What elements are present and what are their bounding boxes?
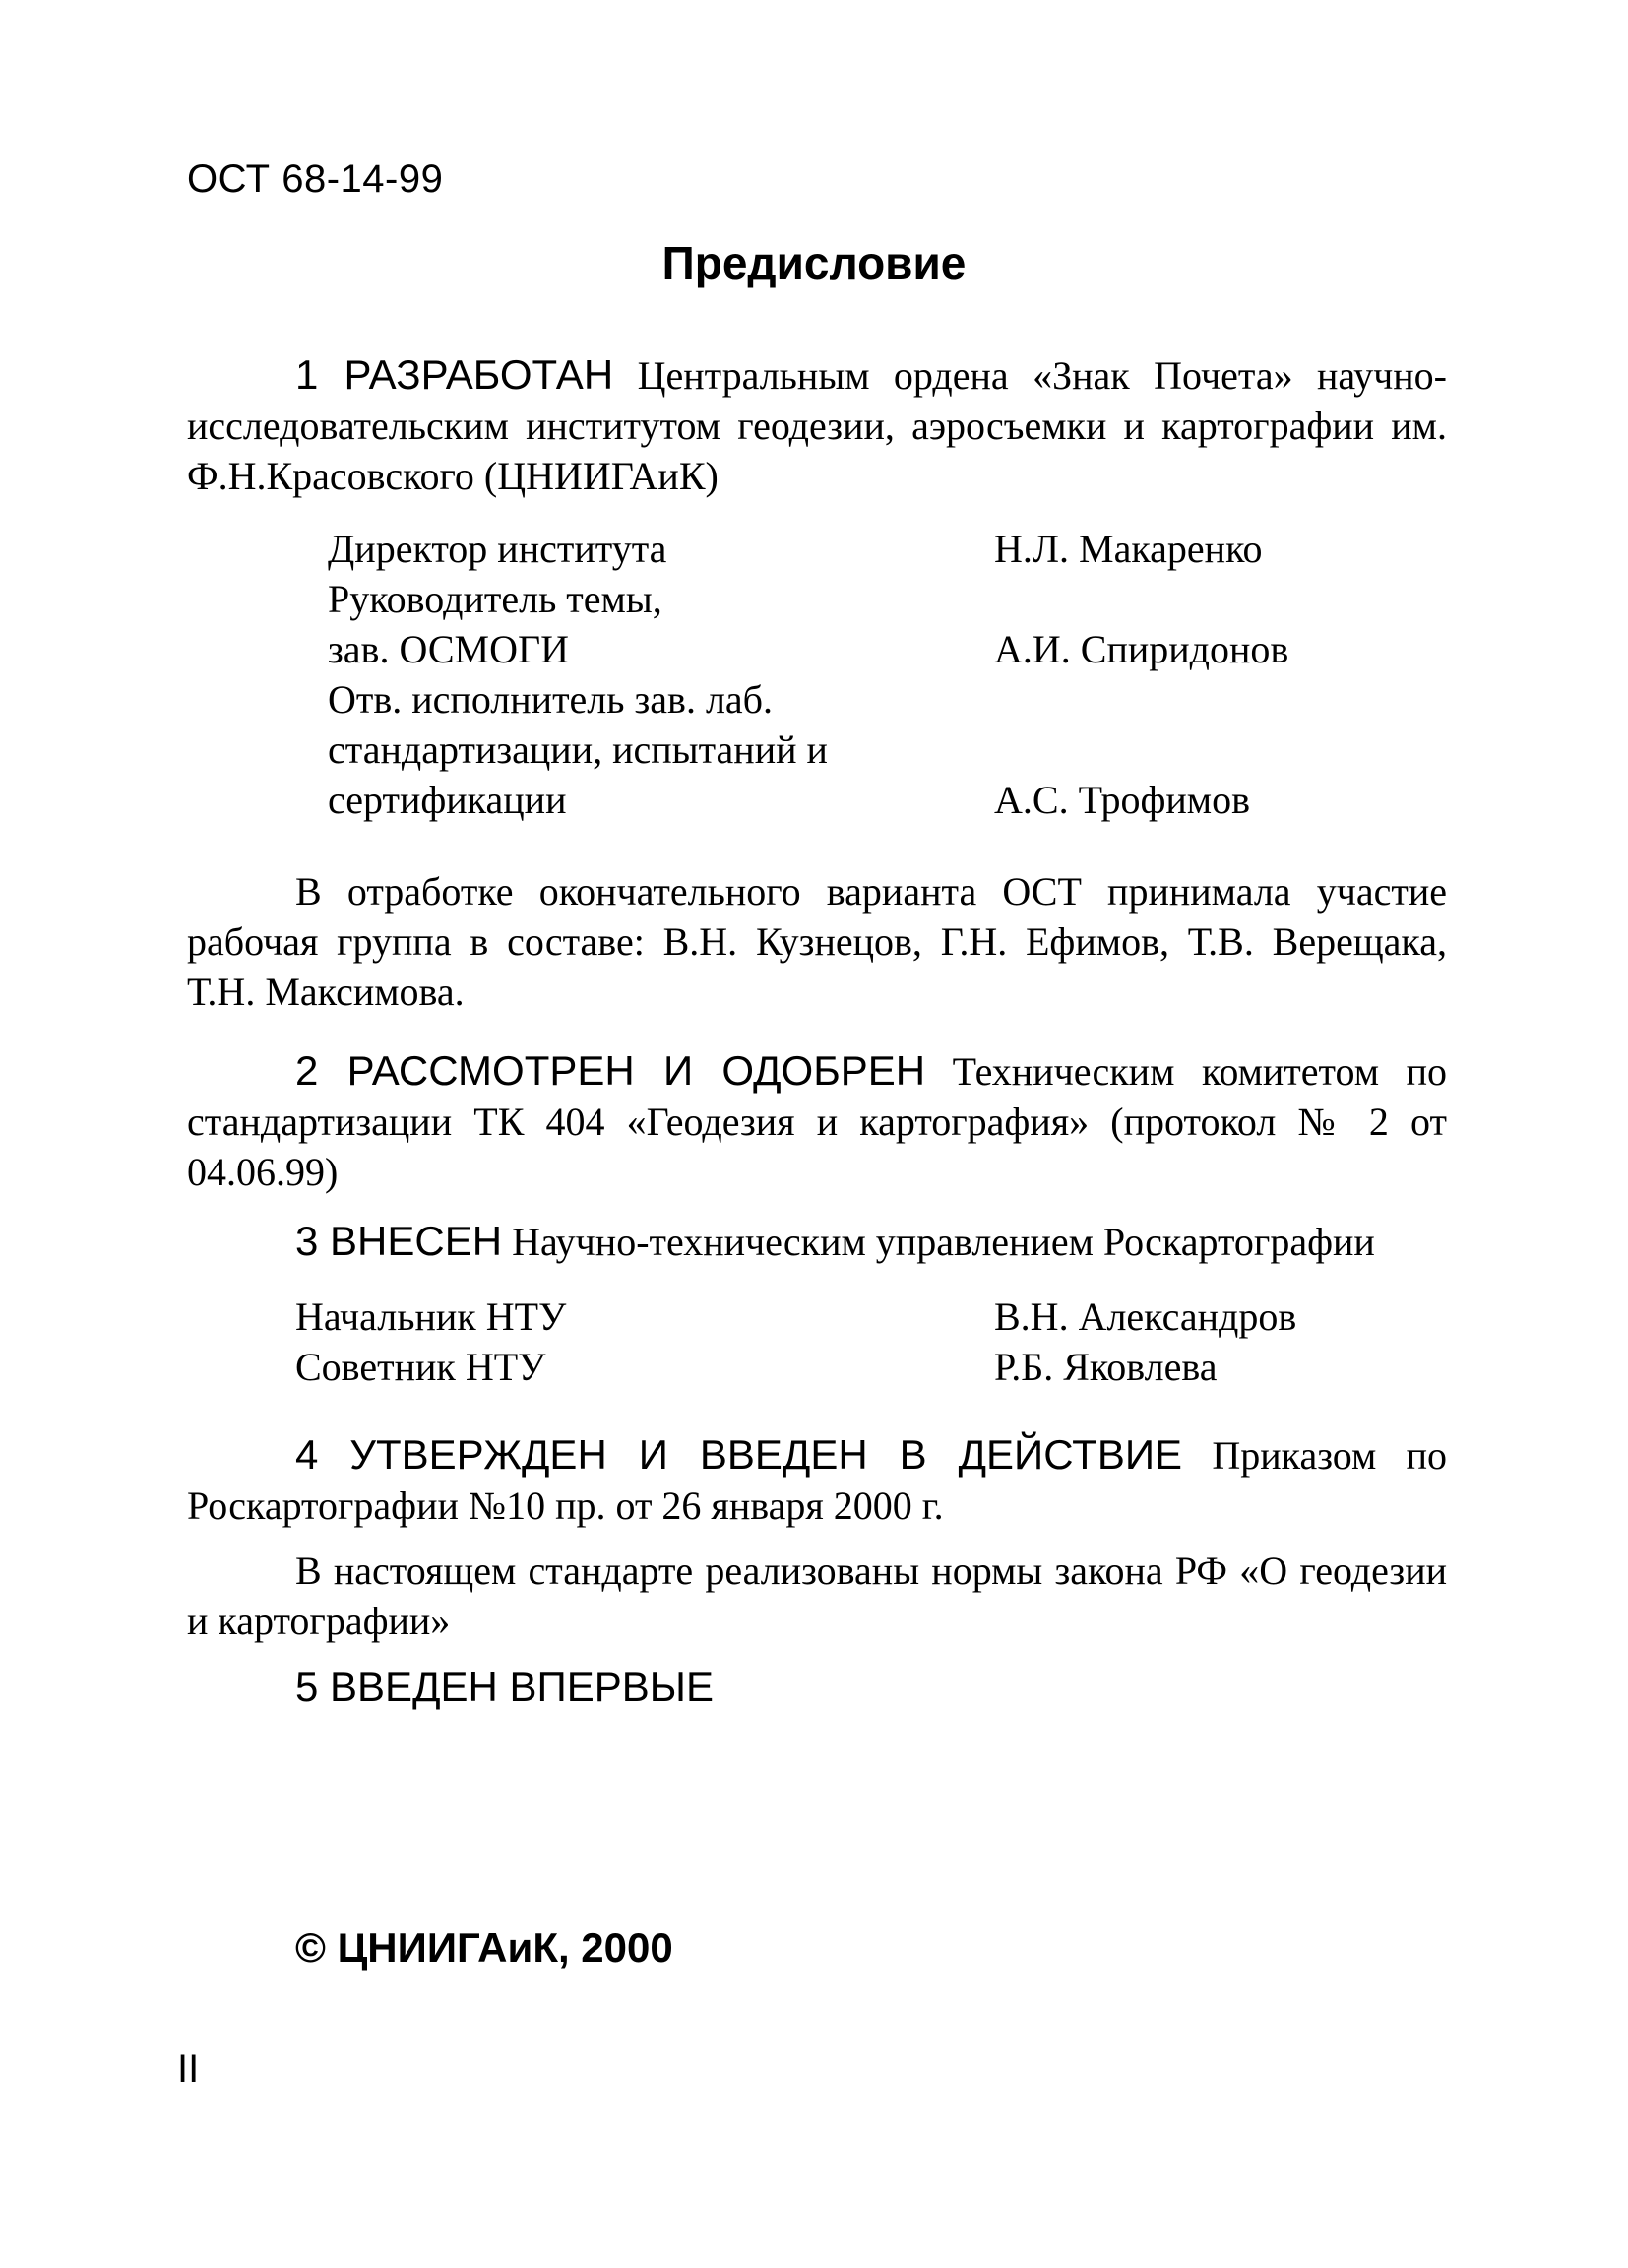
section-4-heading: 4 УТВЕРЖДЕН И ВВЕДЕН В ДЕЙСТВИЕ	[295, 1431, 1183, 1478]
staff-role-3-line-2: стандартизации, испытаний и	[328, 727, 828, 772]
section-2-heading: 2 РАССМОТРЕН И ОДОБРЕН	[295, 1047, 926, 1094]
section-2	[187, 1045, 1447, 1197]
staff-role-3-line-3: сертификации	[328, 778, 567, 822]
section-4	[187, 1429, 1447, 1531]
staff-name-3: А.С. Трофимов	[994, 778, 1250, 822]
staff-role-2-line-2: зав. ОСМОГИ	[328, 627, 569, 671]
staff-name-2: А.И. Спиридонов	[994, 627, 1289, 671]
staff-role-2-line-1: Руководитель темы,	[328, 577, 662, 621]
section-1-heading: 1 РАЗРАБОТАН	[295, 351, 614, 398]
staff-role-3-line-1: Отв. исполнитель зав. лаб.	[328, 677, 774, 722]
section-1	[187, 349, 1447, 501]
staff-name-1: Н.Л. Макаренко	[994, 527, 1263, 571]
section-2-text: Техническим комитетом по стандартизации ТК 404 «Геодезия и картография» (протокол № 2 от 04.06.99)	[187, 1049, 1447, 1194]
section-5-heading: 5 ВВЕДЕН ВПЕРВЫЕ	[295, 1664, 714, 1710]
section-5	[187, 1662, 1447, 1713]
ntu-name-2: Р.Б. Яковлева	[994, 1345, 1218, 1389]
law-note-text: В настоящем стандарте реализованы нормы закона РФ «О геодезии и картографии»	[187, 1548, 1447, 1643]
section-3-heading: 3 ВНЕСЕН	[295, 1218, 503, 1264]
workgroup-note	[187, 866, 1447, 1017]
section-3-text: Научно-техническим управлением Роскартографии	[512, 1220, 1375, 1264]
section-3-staff-list	[295, 1292, 1427, 1400]
copyright: © ЦНИИГАиК, 2000	[295, 1924, 673, 1971]
page-title: Предисловие	[661, 237, 967, 288]
section-1-text: Центральным ордена «Знак Почета» научно-исследовательским институтом геодезии, аэросъемки и картографии им. Ф.Н.Красовского (ЦНИИГАиК)	[187, 353, 1447, 498]
workgroup-text: В отработке окончательного варианта ОСТ принимала участие рабочая группа в составе: В.Н. Кузнецов, Г.Н. Ефимов, Т.В. Верещака, Т.Н. Максимова.	[187, 869, 1447, 1014]
section-1-staff-list	[328, 524, 1410, 829]
ntu-role-1: Начальник НТУ	[295, 1294, 567, 1339]
section-4-text: Приказом по Роскартографии №10 пр. от 26 января 2000 г.	[187, 1433, 1448, 1528]
page-number: II	[177, 2048, 200, 2091]
document-code: ОСТ 68-14-99	[187, 158, 444, 201]
staff-role-1-line-1: Директор института	[328, 527, 667, 571]
section-3	[187, 1216, 1447, 1267]
ntu-name-1: В.Н. Александров	[994, 1294, 1297, 1339]
ntu-role-2: Советник НТУ	[295, 1345, 546, 1389]
law-note	[187, 1545, 1447, 1646]
